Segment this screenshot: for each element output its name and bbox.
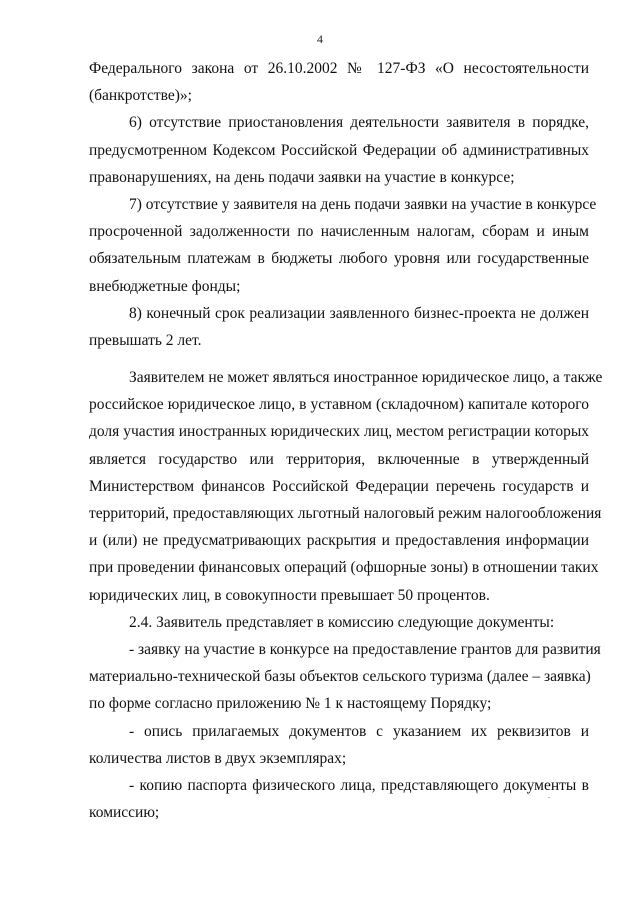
text-line: 7) отсутствие у заявителя на день подачи заявки на участие в конкурсе [129, 195, 597, 213]
text-line: территорий, предоставляющих льготный налоговый режим налогообложения [89, 505, 602, 522]
text-line: - заявку на участие в конкурсе на предоставление грантов для развития [129, 640, 601, 658]
text-line: комиссию; [89, 804, 160, 822]
text-line: просроченной задолженности по начисленным налогам, сборам и иным [89, 223, 589, 241]
text-line: и (или) не предусматривающих раскрытия и предоставления информации [89, 532, 589, 550]
text-line: предусмотренном Кодексом Российской Федерации об административных [89, 141, 589, 159]
text-line: внебюджетные фонды; [89, 277, 241, 295]
text-line: правонарушениях, на день подачи заявки на участие в конкурсе; [89, 168, 515, 186]
text-line: материально-технической базы объектов сельского туризма (далее – заявка) [89, 668, 591, 686]
text-line: количества листов в двух экземплярах; [89, 749, 347, 767]
document-body [89, 55, 603, 826]
text-line: 8) конечный срок реализации заявленного бизнес-проекта не должен [129, 304, 589, 322]
text-line: (банкротстве)»; [89, 87, 192, 105]
section-heading-line: 2.4. Заявитель представляет в комиссию следующие документы: [129, 613, 555, 631]
text-line: 6) отсутствие приостановления деятельности заявителя в порядке, [129, 114, 589, 132]
text-line: Министерством финансов Российской Федерации перечень государств и [89, 477, 589, 495]
text-line: при проведении финансовых операций (офшорные зоны) в отношении таких [89, 559, 599, 577]
text-line: Федерального закона от 26.10.2002 № 127-ФЗ «О несостоятельности [89, 60, 589, 77]
page-number: 4 [317, 32, 323, 46]
text-line: - копию паспорта физического лица, представляющего документы в [129, 776, 589, 794]
text-line: доля участия иностранных юридических лиц, местом регистрации которых [89, 423, 589, 441]
text-line: юридических лиц, в совокупности превышает 50 процентов. [89, 586, 490, 604]
text-line: обязательным платежам в бюджеты любого уровня или государственные [89, 250, 589, 268]
text-line: превышать 2 лет. [89, 331, 202, 349]
text-line: российское юридическое лицо, в уставном (складочном) капитале которого [89, 396, 589, 414]
text-line: Заявителем не может являться иностранное юридическое лицо, а также [129, 369, 603, 387]
text-line: по форме согласно приложению № 1 к настоящему Порядку; [89, 695, 492, 713]
text-line: - опись прилагаемых документов с указанием их реквизитов и [129, 722, 589, 740]
paragraph-gap [89, 354, 589, 364]
scan-speck [548, 797, 550, 798]
text-line: является государство или территория, включенные в утвержденный [89, 450, 589, 468]
